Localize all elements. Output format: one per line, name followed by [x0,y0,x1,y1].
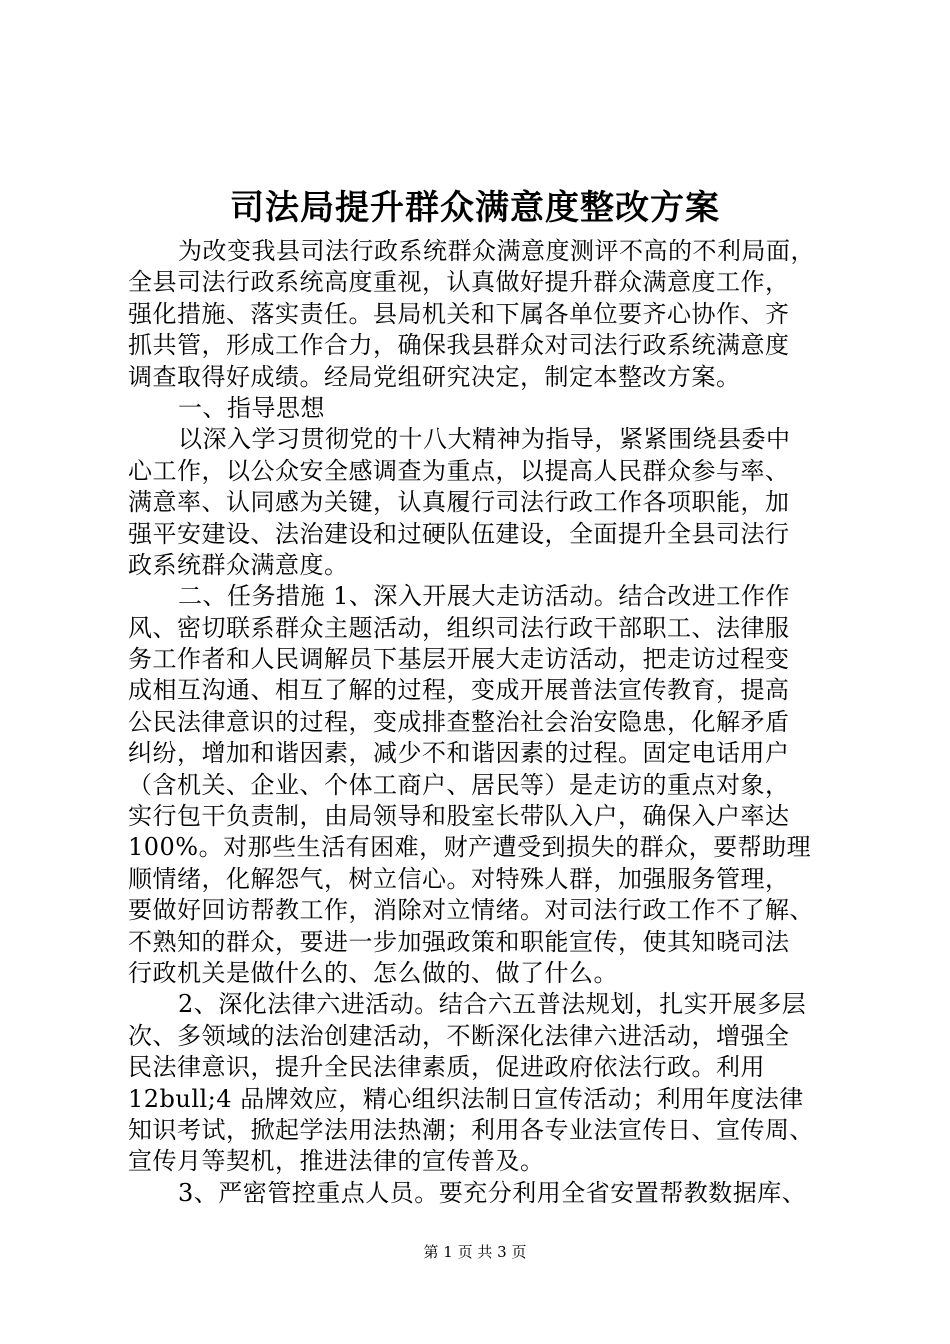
paragraph-line: 公民法律意识的过程，变成排查整治社会治安隐患，化解矛盾 [128,707,790,736]
paragraph-line: 风、密切联系群众主题活动，组织司法行政干部职工、法律服 [128,613,790,642]
paragraph-line: 抓共管，形成工作合力，确保我县群众对司法行政系统满意度 [128,331,790,360]
paragraph-line: （含机关、企业、个体工商户、居民等）是走访的重点对象， [128,770,790,799]
document-body [128,236,830,1209]
paragraph-line: 次、多领域的法治创建活动，不断深化法律六进活动，增强全 [128,1021,790,1050]
page-footer: 第 1 页 共 3 页 [423,1243,527,1261]
paragraph-line: 二、任务措施 1、深入开展大走访活动。结合改进工作作 [178,582,790,611]
paragraph-line: 顺情绪，化解怨气，树立信心。对特殊人群，加强服务管理， [128,864,790,893]
paragraph-line: 政系统群众满意度。 [128,550,349,579]
paragraph-line: 宣传月等契机，推进法律的宣传普及。 [128,1147,545,1176]
paragraph-line: 务工作者和人民调解员下基层开展大走访活动，把走访过程变 [128,645,790,674]
paragraph-line: 成相互沟通、相互了解的过程，变成开展普法宣传教育，提高 [128,676,790,705]
paragraph-line: 行政机关是做什么的、怎么做的、做了什么。 [128,958,618,987]
paragraph-line: 纠纷，增加和谐因素，减少不和谐因素的过程。固定电话用户 [128,739,790,768]
paragraph-line: 知识考试，掀起学法用法热潮；利用各专业法宣传日、宣传周、 [128,1115,814,1144]
paragraph-line: 强平安建设、法治建设和过硬队伍建设，全面提升全县司法行 [128,519,790,548]
paragraph-line: 2、深化法律六进活动。结合六五普法规划，扎实开展多层 [178,990,807,1019]
paragraph-line: 12bull;4 品牌效应，精心组织法制日宣传活动；利用年度法律 [128,1084,804,1113]
paragraph-line: 全县司法行政系统高度重视，认真做好提升群众满意度工作， [128,268,790,297]
section-heading: 一、指导思想 [178,393,325,422]
paragraph-line: 强化措施、落实责任。县局机关和下属各单位要齐心协作、齐 [128,299,790,328]
paragraph-line: 满意率、认同感为关键，认真履行司法行政工作各项职能，加 [128,488,790,517]
document-title: 司法局提升群众满意度整改方案 [230,188,720,228]
paragraph-line: 为改变我县司法行政系统群众满意度测评不高的不利局面， [178,237,815,265]
paragraph-line: 调查取得好成绩。经局党组研究决定，制定本整改方案。 [128,362,741,391]
paragraph-line: 100%。对那些生活有困难，财产遭受到损失的群众，要帮助理 [128,833,812,862]
paragraph-line: 实行包干负责制，由局领导和股室长带队入户，确保入户率达 [128,802,790,831]
paragraph-line: 心工作，以公众安全感调查为重点，以提高人民群众参与率、 [128,456,790,485]
paragraph-line: 民法律意识，提升全民法律素质，促进政府依法行政。利用 [128,1053,765,1082]
paragraph-line: 以深入学习贯彻党的十八大精神为指导，紧紧围绕县委中 [178,425,791,454]
paragraph-line: 要做好回访帮教工作，消除对立情绪。对司法行政工作不了解、 [128,896,814,925]
paragraph-line: 3、严密管控重点人员。要充分利用全省安置帮教数据库、 [178,1178,807,1207]
paragraph-line: 不熟知的群众，要进一步加强政策和职能宣传，使其知晓司法 [128,927,790,956]
